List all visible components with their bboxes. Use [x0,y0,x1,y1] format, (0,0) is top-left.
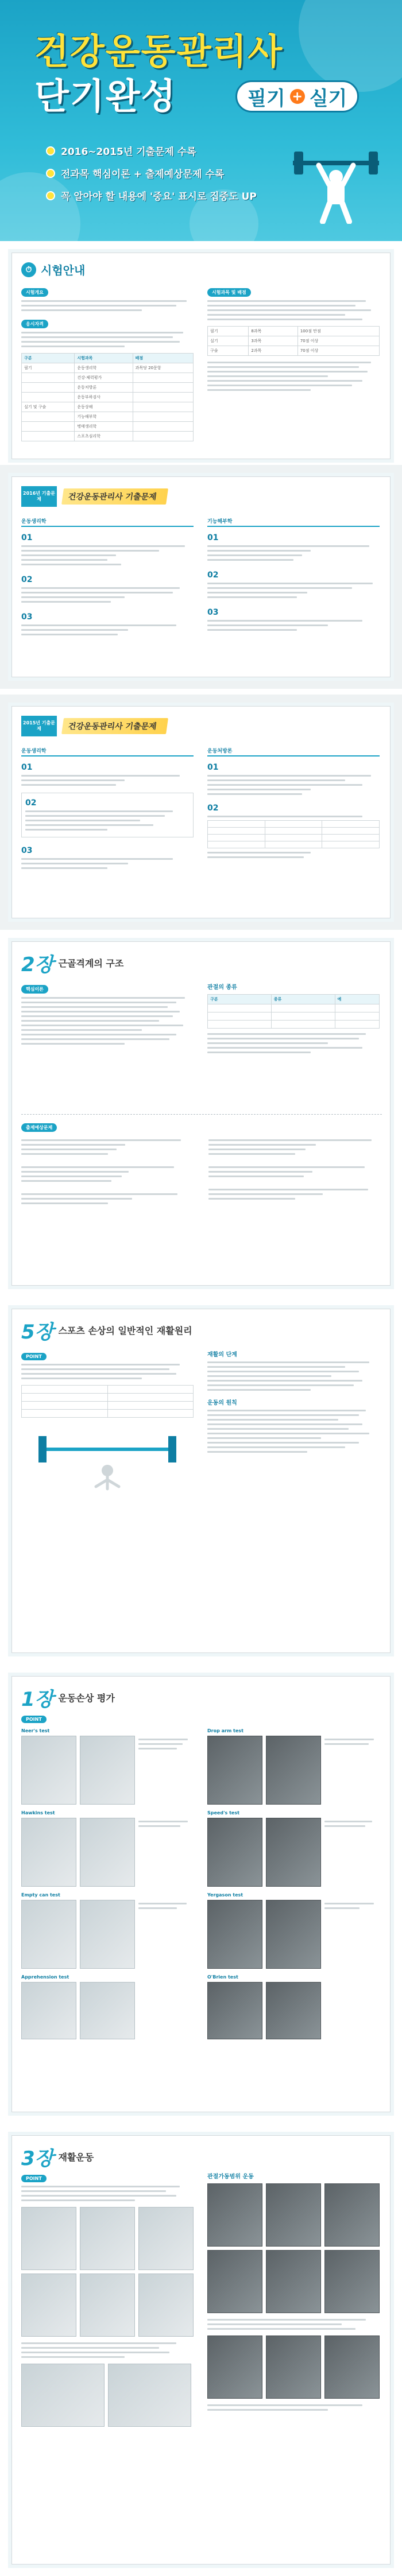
table-cell: 과목당 20문항 [133,363,193,373]
photo [80,2274,135,2337]
photo-desc [138,1736,194,1805]
table-cell: 8과목 [249,327,297,336]
table-header: 예 [335,995,380,1004]
exam-2016-card [11,476,391,677]
table-cell [133,432,193,441]
photo-caption: Drop arm test [207,1728,243,1733]
photo-item [21,1728,194,1805]
exam-2015-card [11,706,391,918]
table-cell [133,373,193,383]
table-row [208,336,380,346]
question-text [21,624,194,635]
table-cell [22,1402,108,1410]
photo-column-right [207,1728,380,2039]
question-text [207,816,380,817]
question-block [207,802,380,858]
photo [266,2336,321,2399]
exam-guide-header [21,261,85,278]
exam-2016-header [21,486,167,507]
chapter2-quiz [21,1114,382,1207]
table-cell [22,383,75,393]
question-number: 03 [207,608,219,617]
table-cell [22,373,75,383]
question-number: 02 [21,575,33,584]
table-cell [322,835,380,841]
rehab-stage-text [207,1361,380,1391]
table-cell [133,412,193,422]
table-cell: 필기 [208,327,249,336]
table-row [208,828,380,835]
photo-grid [207,2183,380,2313]
photo [80,1818,135,1887]
table-cell [107,1402,194,1410]
question-block [21,761,194,786]
photo-desc [324,1736,380,1805]
question-number: 02 [25,798,37,808]
table-row [22,402,194,412]
quiz-right [208,1136,382,1207]
photo [80,1736,135,1805]
question-block [21,844,194,869]
table-cell [133,393,193,402]
question-text [21,775,194,786]
chapter-number: 3장 [21,2147,54,2170]
table-cell: 운동처방론 [75,383,133,393]
exam-guide-card [11,253,391,459]
photo [80,1900,135,1969]
table-cell [208,1004,272,1012]
table-cell [22,422,75,432]
photo [324,2183,380,2247]
table-cell: 실기 [208,336,249,346]
hero-bullet-list [46,143,257,211]
question-number: 03 [21,612,33,622]
table-cell: 운동부하검사 [75,393,133,402]
chapter3-right [207,2171,380,2414]
photo [108,2364,191,2427]
photo-grid [21,2207,194,2337]
exam-guide-right [207,285,380,394]
table-cell [322,828,380,835]
hero-banner [0,0,402,241]
overview-text [21,300,194,311]
stopwatch-icon: ⏱ [21,262,36,277]
question-number: 01 [21,533,33,542]
table-cell [133,383,193,393]
badge-subjects: 시험과목 및 배점 [207,288,251,297]
photo-item [21,1974,194,2039]
question-number: 02 [207,571,219,580]
right-title: 관절의 종류 [207,984,237,991]
table-cell [22,1410,108,1418]
table-cell: 구술 [208,346,249,356]
table-cell: 70점 이상 [297,336,379,346]
photo [266,1982,321,2039]
table-cell: 건강·체력평가 [75,373,133,383]
table-row [22,1386,194,1394]
table-cell [208,1021,272,1029]
answer-choices [207,852,380,858]
chapter-title: 스포츠 손상의 일반적인 재활원리 [58,1325,192,1336]
section-badge: 출제예상문제 [21,1123,57,1132]
table-cell [22,393,75,402]
section-badge: POINT [21,1716,47,1723]
subjects-text [207,300,380,320]
photo-caption: Yergason test [207,1892,243,1898]
table-cell [22,1394,108,1402]
table-cell [271,1012,335,1021]
table-row [22,383,194,393]
decor-bubble [299,0,402,92]
table-cell [107,1386,194,1394]
photo-caption: Hawkins test [21,1810,55,1815]
photo [207,2183,262,2247]
subject-header: 운동생리학 [21,747,194,756]
exam-guide-left [21,285,194,441]
table-cell [133,402,193,412]
photo [207,1818,262,1887]
bullet-dot-icon [46,146,55,156]
photo [21,1900,76,1969]
table-row [22,1410,194,1418]
photo [207,2336,262,2399]
table-row [22,363,194,373]
table-cell: 운동상해 [75,402,133,412]
photo [21,2274,76,2337]
table-row [22,1402,194,1410]
quiz-columns [21,1136,382,1207]
table-cell [208,841,265,848]
table-cell [208,828,265,835]
photo-caption: O'Brien test [207,1974,238,1980]
table-cell [208,1012,272,1021]
photo-item [207,1810,380,1887]
practical-chapter3-card [11,2135,391,2565]
subject-header: 운동생리학 [21,517,194,527]
table-cell [335,1021,380,1029]
quiz-left [21,1136,195,1207]
bullet-dot-icon [46,169,55,178]
table-cell [265,841,322,848]
table-cell [22,1386,108,1394]
photo-caption: Apprehension test [21,1974,69,1980]
chapter-header [21,1683,115,1712]
year-badge: 2015년 기출문제 [21,716,57,736]
weightlifter-illustration [293,149,379,224]
question-block-boxed [21,793,194,837]
photo [207,1900,262,1969]
exam-subjects-table [21,353,194,441]
question-text [21,858,194,869]
table-cell [107,1394,194,1402]
photo [80,2207,135,2270]
table-cell: 스포츠심리학 [75,432,133,441]
exam-2015-right-column [207,747,380,861]
year-badge: 2016년 기출문제 [21,486,57,507]
photo [207,2250,262,2313]
table-cell [335,1004,380,1012]
right-title: 재활의 단계 [207,1352,237,1358]
chapter-number: 5장 [21,1321,54,1344]
chapter5-card [11,1309,391,1653]
photo-item [207,1728,380,1805]
photo [80,1982,135,2039]
question-number: 01 [21,763,33,772]
scoring-table [207,326,380,356]
table-cell: 기능해부학 [75,412,133,422]
chapter2-card [11,941,391,1286]
question-table [207,820,380,848]
question-text [207,775,380,795]
table-cell [322,821,380,828]
photo [266,1900,321,1969]
photo [324,2250,380,2313]
photo-desc [324,1900,380,1969]
question-text [21,545,194,565]
brush-title: 건강운동관리사 기출문제 [61,718,168,734]
question-block [207,532,380,561]
question-block [207,569,380,598]
right-text [207,1033,380,1053]
question-text [25,810,190,831]
table-row [208,821,380,828]
exam-guide-title: 시험안내 [41,263,86,277]
photo [138,2207,194,2270]
table-header: 시험과목 [75,354,133,363]
photo-desc [138,1900,194,1969]
exam-2015-header [21,716,167,736]
table-row [208,1012,380,1021]
table-row [22,432,194,441]
section-badge: 핵심이론 [21,985,48,994]
table-cell [208,821,265,828]
question-number: 02 [207,804,219,813]
table-cell: 3과목 [249,336,297,346]
photo [21,1818,76,1887]
notes-text [207,362,380,391]
table-cell [271,1004,335,1012]
photo [266,2183,321,2247]
question-block [207,761,380,795]
table-cell [271,1021,335,1029]
table-header: 구분 [22,354,75,363]
hero-bullet [46,188,257,203]
table-cell [22,412,75,422]
photo [21,1982,76,2039]
joint-types-table [207,994,380,1029]
table-cell [208,835,265,841]
photo [266,1736,321,1805]
question-block [207,606,380,631]
point-text [21,2186,194,2201]
point-text [21,1364,194,1379]
table-cell: 실기 및 구술 [22,402,75,412]
section-badge: POINT [21,1353,47,1360]
photo-column-left [21,1728,194,2039]
plus-icon: + [290,89,305,104]
table-cell [107,1410,194,1418]
question-text [207,583,380,598]
chapter2-left [21,982,194,1048]
hero-bullet-text: 꼭 알아야 할 내용에 '중요' 표시로 집중도 UP [61,191,257,203]
point-badge-wrap [21,1712,47,1723]
photo-desc [138,1818,194,1887]
table-row [208,346,380,356]
photo [266,1818,321,1887]
table-row [208,835,380,841]
chapter-header [21,949,123,977]
table-header: 종류 [271,995,335,1004]
photo [207,1982,262,2039]
table-row [22,412,194,422]
bullet-dot-icon [46,191,55,200]
chapter5-left [21,1349,194,1496]
rehab-table [21,1385,194,1418]
question-block [21,532,194,565]
table-row [22,393,194,402]
subject-header: 기능해부학 [207,517,380,527]
photo-item [207,1974,380,2039]
photo-caption: Neer's test [21,1728,50,1733]
hero-tag-right: 실기 [309,87,347,110]
table-cell [265,835,322,841]
question-block [21,611,194,635]
hero-tag-left: 필기 [248,87,285,110]
table-cell: 필기 [22,363,75,373]
hero-title-line1: 건강운동관리사 [34,30,284,72]
table-cell: 2과목 [249,346,297,356]
table-row [22,1394,194,1402]
chapter-number: 2장 [21,953,54,976]
table-cell [133,422,193,432]
question-text [207,545,380,561]
chapter2-right [207,982,380,1056]
exam-2016-right-column [207,517,380,634]
exam-2016-left-column [21,517,194,638]
photo-desc [324,1818,380,1887]
chapter-header [21,2143,94,2171]
photo [21,2207,76,2270]
table-cell [265,828,322,835]
chapter-title: 재활운동 [58,2152,94,2163]
section-badge: POINT [21,2175,47,2182]
badge-eligibility: 응시자격 [21,320,48,328]
table-cell: 70점 이상 [297,346,379,356]
chapter-title: 근골격계의 구조 [58,958,124,969]
photo [138,2274,194,2337]
table-cell: 100점 만점 [297,327,379,336]
table-cell [335,1012,380,1021]
photo-caption: Speed's test [207,1810,239,1815]
practical-chapter1-card [11,1676,391,2112]
table-row [208,841,380,848]
table-row [22,422,194,432]
photo-desc [207,2319,380,2330]
chapter-title: 운동손상 평가 [58,1693,115,1704]
photo [21,2364,105,2427]
theory-text [21,997,194,1045]
question-block [21,573,194,603]
table-header: 배점 [133,354,193,363]
hero-title-line2: 단기완성 [34,75,177,117]
badge-overview: 시험개요 [21,288,48,297]
hero-bullet-text: 전과목 핵심이론 + 출제예상문제 수록 [61,169,225,180]
exercise-diagram [21,1425,194,1493]
brush-title: 건강운동관리사 기출문제 [61,488,168,505]
hero-tag-pill [235,80,359,112]
question-number: 01 [207,533,219,542]
photo-desc [21,2342,194,2358]
photo [21,1736,76,1805]
table-cell [322,841,380,848]
table-cell: 운동생리학 [75,363,133,373]
table-row [208,1021,380,1029]
photo-grid [207,2336,380,2399]
photo-item [21,1810,194,1887]
question-number: 01 [207,763,219,772]
table-cell [22,432,75,441]
photo [207,1736,262,1805]
table-row [22,373,194,383]
eligibility-text [21,332,194,347]
chapter5-right [207,1349,380,1456]
photo-item [21,1892,194,1969]
right-title: 관절가동범위 운동 [207,2174,254,2180]
chapter-number: 1장 [21,1688,54,1711]
table-cell: 병태생리학 [75,422,133,432]
photo-row [21,2364,194,2427]
sub-section-title: 운동의 원칙 [207,1400,237,1406]
photo-caption: Empty can test [21,1892,60,1898]
chapter-header [21,1316,192,1344]
subject-header: 운동처방론 [207,747,380,756]
photo-desc [207,2404,380,2411]
principle-text [207,1410,380,1453]
photo [266,2250,321,2313]
table-cell [265,821,322,828]
table-row [208,1004,380,1012]
question-text [207,620,380,631]
hero-bullet [46,143,257,158]
question-number: 03 [21,846,33,855]
table-header: 구분 [208,995,272,1004]
exam-2015-left-column [21,747,194,872]
hero-bullet [46,166,257,180]
photo-item [207,1892,380,1969]
photo [324,2336,380,2399]
hero-bullet-text: 2016~2015년 기출문제 수록 [61,146,196,158]
chapter3-left [21,2171,194,2427]
table-row [208,327,380,336]
question-text [21,587,194,603]
